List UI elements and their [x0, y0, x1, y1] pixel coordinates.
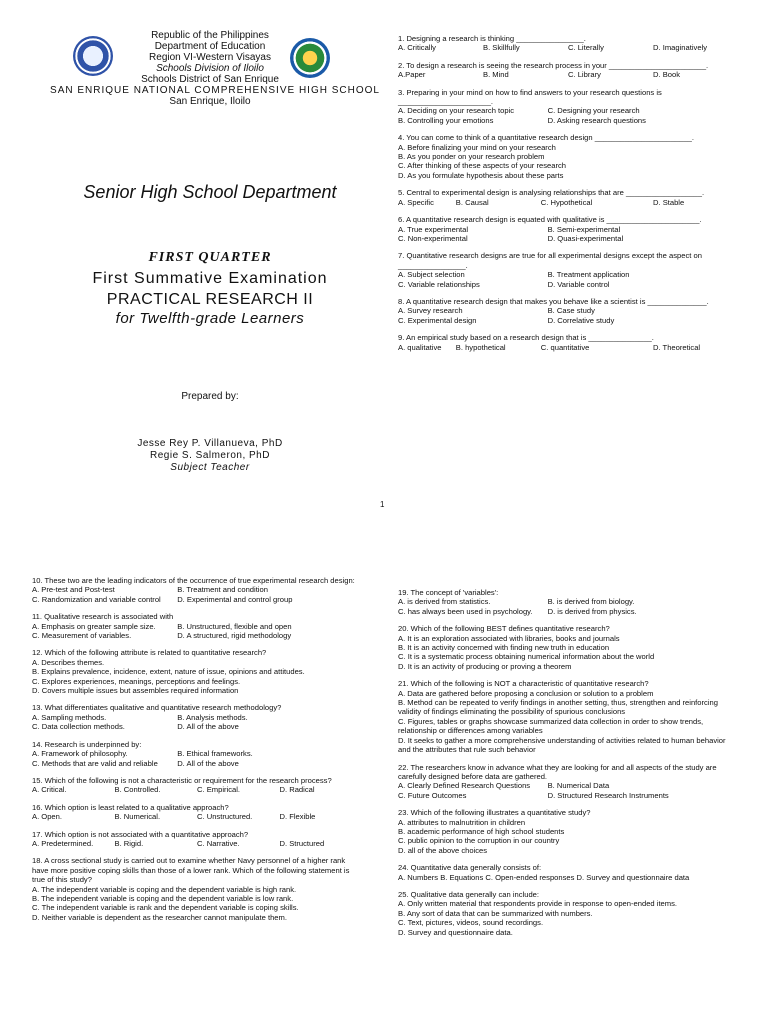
school-location: San Enrique, Iloilo [169, 96, 251, 107]
answer-option: B. Treatment and condition [177, 585, 268, 595]
answer-options [398, 198, 738, 207]
district-line: Schools District of San Enrique [141, 74, 279, 85]
answer-option: B. As you ponder on your research problem [398, 152, 545, 162]
answer-option: B. Any sort of data that can be summarized with numbers. [398, 908, 593, 918]
answer-option: C. Hypothetical [540, 197, 593, 207]
answer-option: C. Library [568, 70, 601, 80]
question-stem: 10. These two are the leading indicators of the occurrence of true experimental research design: [32, 576, 355, 585]
answer-options [398, 689, 738, 755]
answer-options [398, 306, 738, 325]
answer-option: A.Paper [398, 70, 426, 80]
answer-option: B. Semi-experimental [547, 224, 621, 234]
answer-option: A. Pre-test and Post-test [32, 585, 115, 595]
answer-option: A. The independent variable is coping and the dependent variable is high rank. [32, 884, 297, 894]
answer-option: B. hypothetical [455, 342, 506, 352]
question-stem: 12. Which of the following attribute is related to quantitative research? [32, 648, 267, 658]
question-stem: 17. Which option is not associated with a quantitative approach? [32, 829, 249, 839]
answer-option: D. Survey and questionnaire data. [398, 927, 513, 937]
question-item [32, 776, 362, 795]
question-item [32, 830, 362, 849]
exam-title: First Summative Examination [92, 270, 328, 287]
answer-options [32, 785, 362, 794]
answer-option: B. Controlling your emotions [398, 115, 494, 125]
answer-option: D. Variable control [547, 279, 610, 289]
question-stem: 18. A cross sectional study is carried out to examine whether Navy personnel of a higher rank have more positive coping skills than those of a lower rank. Which of the following statement is true of this study? [32, 856, 350, 885]
page-two [0, 512, 768, 1024]
school-name: SAN ENRIQUE NATIONAL COMPREHENSIVE HIGH SCHOOL [50, 85, 380, 96]
answer-option: A. Framework of philosophy. [32, 749, 128, 759]
answer-options [398, 43, 738, 52]
questions-column-right [398, 588, 738, 945]
answer-options [32, 839, 362, 848]
answer-option: A. It is an exploration associated with libraries, books and journals [398, 633, 620, 643]
answer-option: A. Predetermined. [32, 838, 94, 848]
header-line: Republic of the Philippines [151, 30, 269, 41]
question-item [398, 34, 738, 53]
question-stem: 24. Quantitative data generally consists of: [398, 863, 542, 873]
answer-option: B. Numerical. [114, 812, 161, 822]
answer-option: C. Text, pictures, videos, sound recordings. [398, 918, 544, 928]
answer-option: C. public opinion to the corruption in our country [398, 836, 560, 846]
answer-options [32, 713, 362, 732]
answer-option: B. Method can be repeated to verify findings in another setting, thus, strengthen and reinforcing validity of findings eliminating the possibility of spurious conclusions [398, 698, 718, 717]
question-stem: 3. Preparing in your mind on how to find answers to your research questions is ______________________. [398, 87, 662, 107]
answer-options [398, 343, 738, 352]
answer-option: D. A structured, rigid methodology [177, 631, 292, 641]
answer-option: B. Analysis methods. [177, 712, 248, 722]
answer-option: B. Skillfully [483, 43, 520, 53]
answer-option: D. As you formulate hypothesis about these parts [398, 170, 564, 180]
answer-options [398, 634, 738, 672]
question-item [32, 703, 362, 731]
answer-option: B. is derived from biology. [547, 597, 635, 607]
question-item [398, 863, 738, 882]
answer-option: A. Before finalizing your mind on your research [398, 142, 556, 152]
answer-option: B. academic performance of high school students [398, 826, 565, 836]
answer-option: D. is derived from physics. [547, 606, 637, 616]
answer-options [398, 106, 738, 125]
question-stem: 6. A quantitative research design is equated with qualitative is ______________________. [398, 215, 702, 225]
answer-option: A. Data are gathered before proposing a conclusion or solution to a problem [398, 688, 654, 698]
answer-option: D. All of the above [177, 758, 239, 768]
question-item [32, 856, 362, 922]
answer-option: A. Critical. [32, 785, 67, 795]
question-item [398, 251, 738, 289]
answer-options [32, 749, 362, 768]
answer-option: C. The independent variable is rank and the dependent variable is coping skills. [32, 903, 299, 913]
answer-option: A. Deciding on your research topic [398, 106, 515, 116]
authors-block [40, 438, 380, 474]
answer-option: D. Stable [652, 197, 685, 207]
subject-title: PRACTICAL RESEARCH II [106, 291, 314, 308]
answer-option: A. Sampling methods. [32, 712, 107, 722]
question-stem: 8. A quantitative research design that makes you behave like a scientist is ______________. [398, 296, 709, 306]
answer-options [32, 885, 362, 923]
answer-options [398, 818, 738, 856]
answer-option: B. Explains prevalence, incidence, extent, nature of issue, opinions and attitudes. [32, 667, 305, 677]
question-stem: 9. An empirical study based on a research design that is _______________. [398, 333, 654, 343]
header-line: Department of Education [154, 41, 266, 52]
school-header [50, 30, 380, 107]
answer-option: C. Designing your research [547, 106, 640, 116]
answer-option: A. Clearly Defined Research Questions [398, 781, 531, 791]
answer-option: B. Unstructured, flexible and open [177, 621, 292, 631]
answer-option: B. It is an activity concerned with finding new truth in education [398, 643, 610, 653]
answer-options [32, 658, 362, 696]
question-stem: 5. Central to experimental design is analysing relationships that are __________________. [398, 188, 705, 198]
answer-option: A. Numbers B. Equations C. Open-ended responses D. Survey and questionnaire data [398, 872, 690, 882]
answer-option: B. The independent variable is coping and the dependent variable is low rank. [32, 893, 294, 903]
answer-option: C. Unstructured. [197, 812, 253, 822]
question-stem: 23. Which of the following illustrates a quantitative study? [398, 808, 591, 818]
answer-option: A. True experimental [398, 224, 469, 234]
answer-options [32, 585, 362, 604]
answer-option: A. Critically [398, 43, 436, 53]
answer-option: D. Theoretical [652, 342, 701, 352]
answer-option: A. Only written material that respondents provide in response to open-ended items. [398, 899, 678, 909]
answer-option: D. Flexible [279, 812, 316, 822]
question-item [398, 215, 738, 243]
question-item [32, 612, 362, 640]
question-item [398, 624, 738, 671]
question-stem: 11. Qualitative research is associated with [32, 612, 174, 622]
answer-options [398, 143, 738, 181]
answer-options [398, 270, 738, 289]
division-line: Schools Division of Iloilo [156, 63, 264, 74]
question-item [398, 763, 738, 801]
answer-option: B. Treatment application [547, 270, 630, 280]
answer-option: B. Controlled. [114, 785, 161, 795]
question-item [398, 679, 738, 754]
question-item [398, 188, 738, 207]
answer-options [398, 597, 738, 616]
answer-option: C. Empirical. [197, 785, 241, 795]
question-stem: 20. Which of the following BEST defines quantitative research? [398, 624, 610, 634]
answer-options [398, 70, 738, 79]
question-stem: 16. Which option is least related to a qualitative approach? [32, 802, 229, 812]
answer-option: C. Measurement of variables. [32, 631, 132, 641]
quarter-label: FIRST QUARTER [148, 250, 272, 265]
answer-option: C. Methods that are valid and reliable [32, 758, 158, 768]
answer-options [398, 225, 738, 244]
author-name: Jesse Rey P. Villanueva, PhD [137, 438, 283, 449]
answer-option: B. Case study [547, 306, 595, 316]
answer-option: A. Subject selection [398, 270, 465, 280]
answer-option: D. Book [653, 70, 681, 80]
answer-option: A. Describes themes. [32, 657, 105, 667]
question-stem: 4. You can come to think of a quantitative research design _______________________. [398, 133, 694, 143]
question-item [32, 803, 362, 822]
answer-option: B. Numerical Data [547, 781, 610, 791]
questions-column-left [32, 576, 362, 930]
question-item [398, 297, 738, 325]
answer-option: C. Literally [568, 43, 604, 53]
answer-option: A. Survey research [398, 306, 463, 316]
question-item [398, 61, 738, 80]
answer-option: B. Mind [483, 70, 509, 80]
answer-option: C. Randomization and variable control [32, 594, 161, 604]
question-stem: 2. To design a research is seeing the research process in your _______________________. [398, 60, 709, 70]
answer-option: C. Explores experiences, meanings, perceptions and feelings. [32, 676, 241, 686]
questions-column-page1 [398, 34, 738, 360]
answer-option: D. Experimental and control group [177, 594, 293, 604]
question-stem: 22. The researchers know in advance what they are looking for and all aspects of the study are carefully designed before data are gathered. [398, 762, 717, 781]
question-item [32, 576, 362, 604]
answer-option: A. Emphasis on greater sample size. [32, 621, 156, 631]
question-stem: 25. Qualitative data generally can include: [398, 889, 539, 899]
question-item [398, 808, 738, 855]
answer-option: C. Variable relationships [398, 279, 480, 289]
answer-option: C. Figures, tables or graphs showcase summarized data collection in order to show trends, relationship or differences among variables [398, 716, 704, 736]
answer-option: D. Correlative study [547, 315, 615, 325]
answer-options [32, 622, 362, 641]
answer-option: A. qualitative [398, 342, 442, 352]
answer-option: A. Open. [32, 812, 62, 822]
author-role: Subject Teacher [170, 462, 250, 473]
answer-option: B. Ethical frameworks. [177, 749, 253, 759]
answer-option: C. Non-experimental [398, 233, 468, 243]
question-stem: 21. Which of the following is NOT a characteristic of quantitative research? [398, 679, 649, 689]
answer-option: C. After thinking of these aspects of your research [398, 161, 566, 171]
header-line: Region VI-Western Visayas [149, 52, 271, 63]
answer-option: B. Causal [455, 197, 489, 207]
question-stem: 14. Research is underpinned by: [32, 739, 142, 749]
question-item [32, 648, 362, 695]
answer-option: D. Neither variable is dependent as the researcher cannot manipulate them. [32, 912, 287, 922]
question-stem: 13. What differentiates qualitative and quantitative research methodology? [32, 703, 282, 713]
answer-option: D. all of the above choices [398, 845, 488, 855]
answer-option: C. has always been used in psychology. [398, 606, 533, 616]
answer-option: C. It is a systematic process obtaining numerical information about the world [398, 652, 655, 662]
answer-option: C. Narrative. [197, 838, 240, 848]
answer-option: D. Radical [279, 785, 315, 795]
answer-options [398, 873, 738, 882]
question-stem: 1. Designing a research is thinking ________________. [398, 34, 586, 43]
answer-option: A. Specific [398, 197, 434, 207]
answer-option: C. Data collection methods. [32, 722, 125, 732]
author-name: Regie S. Salmeron, PhD [150, 450, 270, 461]
answer-option: D. Imaginatively [653, 43, 708, 53]
question-item [32, 740, 362, 768]
prepared-by-label: Prepared by: [181, 391, 239, 402]
answer-option: D. It is an activity of producing or proving a theorem [398, 661, 572, 671]
answer-option: D. Covers multiple issues but assembles required information [32, 686, 239, 696]
answer-option: D. It seeks to gather a more comprehensive understanding of activities related to human behavior and the attributes that rule such behavior [398, 735, 726, 755]
answer-option: D. Quasi-experimental [547, 233, 624, 243]
question-stem: 7. Quantitative research designs are true for all experimental designs except the aspect on ________________. [398, 251, 702, 270]
answer-option: A. attributes to malnutrition in children [398, 817, 526, 827]
answer-option: A. is derived from statistics. [398, 597, 491, 607]
department-title: Senior High School Department [83, 182, 337, 202]
page-number: 1 [380, 500, 385, 509]
answer-option: C. Future Outcomes [398, 790, 467, 800]
question-item [398, 890, 738, 937]
answer-options [398, 899, 738, 937]
answer-option: D. Asking research questions [547, 115, 646, 125]
question-item [398, 588, 738, 616]
answer-options [32, 812, 362, 821]
question-stem: 19. The concept of 'variables': [398, 588, 499, 597]
question-item [398, 88, 738, 126]
answer-option: D. Structured [279, 838, 325, 848]
answer-option: D. Structured Research Instruments [547, 790, 669, 800]
question-item [398, 133, 738, 180]
answer-option: B. Rigid. [114, 838, 144, 848]
answer-option: C. Experimental design [398, 315, 477, 325]
answer-option: C. quantitative [540, 342, 590, 352]
question-item [398, 333, 738, 352]
answer-option: D. All of the above [177, 722, 239, 732]
question-stem: 15. Which of the following is not a characteristic or requirement for the research process? [32, 775, 332, 785]
answer-options [398, 781, 738, 800]
audience-line: for Twelfth-grade Learners [115, 310, 305, 327]
